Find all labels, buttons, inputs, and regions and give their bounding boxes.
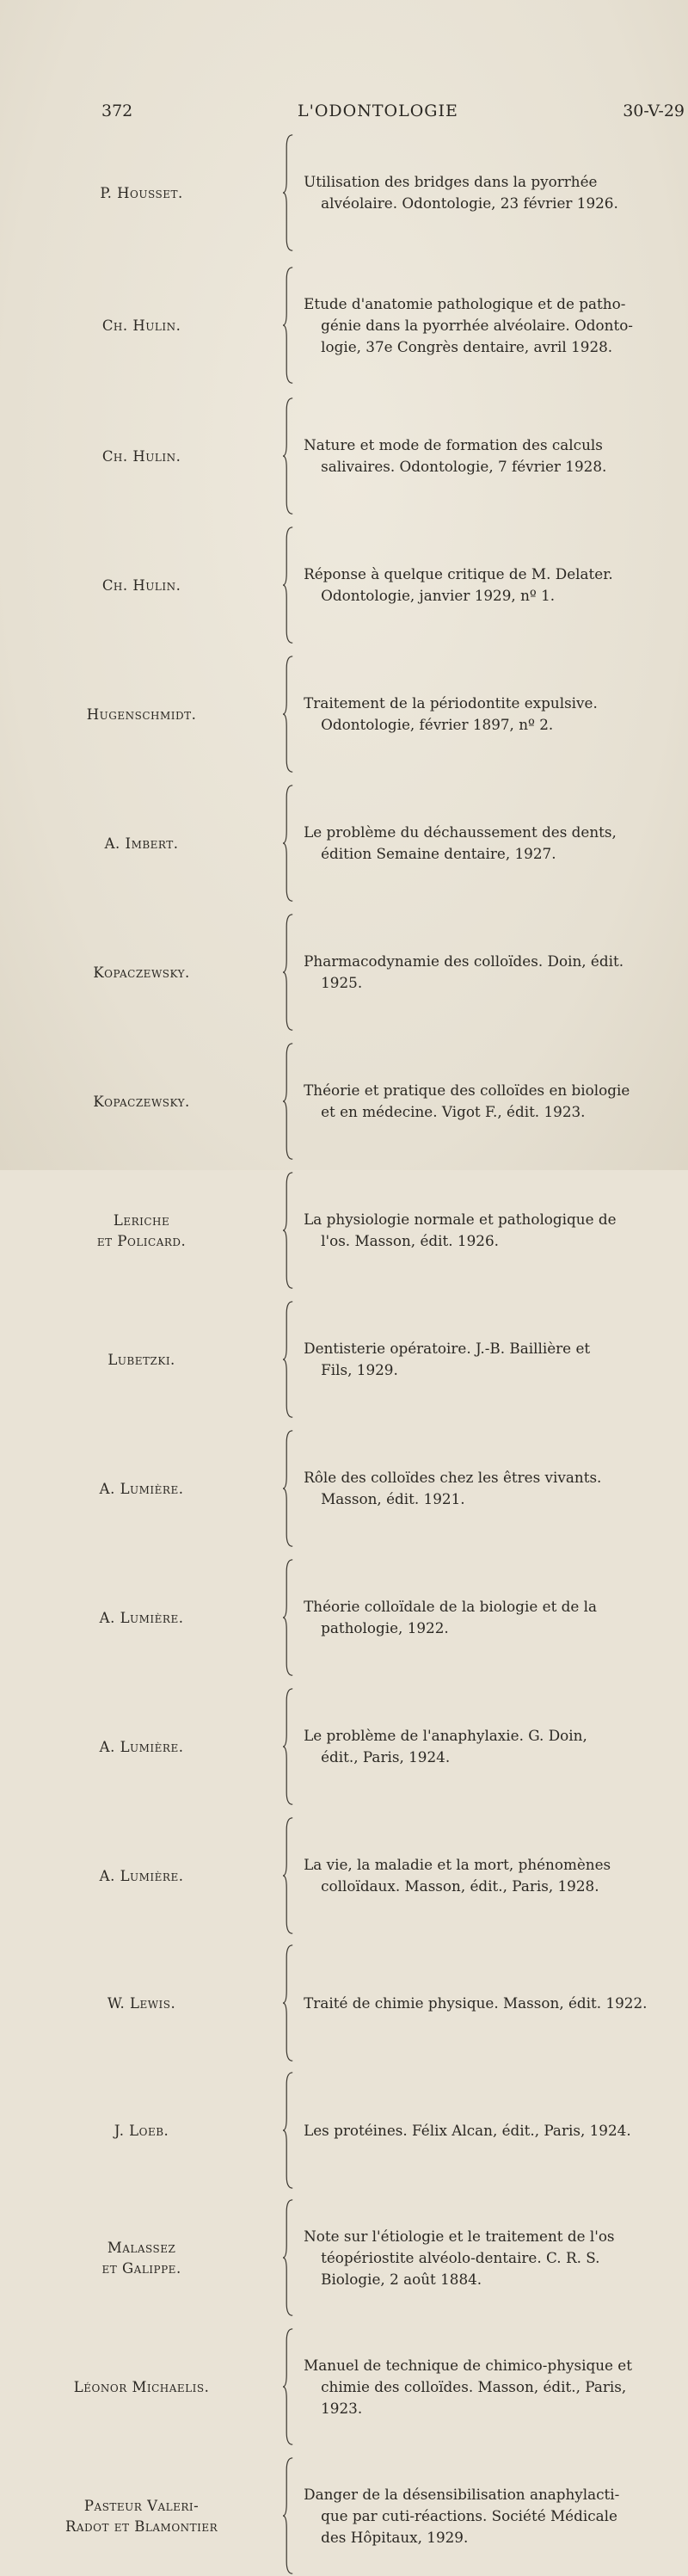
citation-line: Masson, édit. 1921. [321,1490,465,1507]
citation-line: Odontologie, février 1897, nº 2. [321,716,554,733]
bibliography-entry [0,783,688,903]
citation-line: Rôle des colloïdes chez les êtres vivants. [304,1469,602,1486]
entry-author [0,1606,283,1629]
bibliography-entry [0,132,688,253]
author-line: A. Imbert. [104,835,179,852]
citation-line: colloïdaux. Masson, édit., Paris, 1928. [321,1877,599,1895]
bibliography-list [0,132,688,2576]
bibliography-entry [0,396,688,516]
author-line: Lubetzki. [108,1352,175,1368]
brace-icon [283,1815,302,1936]
entry-author [0,1735,283,1758]
citation-line: Traitement de la périodontite expulsive. [304,694,598,712]
author-line: Hugenschmidt. [86,706,197,723]
author-line: Leriche [113,1212,170,1229]
citation-line: et en médecine. Vigot F., édit. 1923. [321,1103,586,1120]
issue-date: 30-V-29 [623,102,685,120]
citation-line: Utilisation des bridges dans la pyorrhée [304,173,598,190]
bibliography-entry [0,525,688,645]
bibliography-entry [0,654,688,774]
brace-icon [283,2326,302,2447]
citation-line: 1925. [321,974,363,991]
brace-icon [283,2070,302,2191]
journal-title: L'ODONTOLOGIE [298,102,458,120]
entry-citation [302,1467,688,1510]
entry-citation [302,1725,688,1768]
author-line: A. Lumière. [99,1610,184,1626]
entry-author [0,1477,283,1500]
citation-line: Théorie et pratique des colloïdes en biologie [304,1082,630,1099]
citation-line: des Hôpitaux, 1929. [321,2528,469,2546]
bibliography-entry [0,1041,688,1162]
citation-line: Danger de la désensibilisation anaphylacti- [304,2485,620,2503]
entry-author [0,961,283,983]
citation-line: édition Semaine dentaire, 1927. [321,845,556,862]
brace-icon [283,1557,302,1678]
author-line: et Policard. [96,1233,187,1249]
citation-line: édit., Paris, 1924. [321,1748,451,1766]
citation-line: Le problème de l'anaphylaxie. G. Doin, [304,1727,587,1744]
citation-line: salivaires. Odontologie, 7 février 1928. [321,458,607,475]
bibliography-entry [0,2197,688,2318]
bibliography-entry [0,1686,688,1807]
entry-citation [302,1854,688,1897]
brace-icon [283,912,302,1032]
entry-citation [302,2120,688,2142]
citation-line: Réponse à quelque critique de M. Delater. [304,565,613,582]
bibliography-entry [0,1170,688,1291]
entry-author [0,703,283,725]
entry-citation [302,564,688,607]
bibliography-entry [0,265,688,385]
entry-author [0,1992,283,2014]
citation-line: logie, 37e Congrès dentaire, avril 1928. [321,337,613,355]
entry-author [0,1864,283,1887]
running-header [101,102,688,127]
entry-citation [302,1338,688,1381]
bibliography-entry [0,1428,688,1549]
citation-line: Etude d'anatomie pathologique et de patho- [304,294,626,312]
citation-line: Biologie, 2 août 1884. [321,2270,482,2288]
bibliography-entry [0,2456,688,2576]
citation-line: téopériostite alvéolo-dentaire. C. R. S. [321,2248,600,2266]
citation-line: Le problème du déchaussement des dents, [304,823,617,841]
citation-line: La physiologie normale et pathologique de [304,1211,617,1228]
citation-line: Dentisterie opératoire. J.-B. Baillière et [304,1340,591,1357]
entry-citation [302,1596,688,1639]
citation-line: alvéolaire. Odontologie, 23 février 1926. [321,194,618,212]
entry-author [0,445,283,467]
brace-icon [283,654,302,774]
entry-author [0,1348,283,1371]
citation-line: chimie des colloïdes. Masson, édit., Paris, [321,2377,627,2395]
entry-citation [302,2484,688,2548]
author-line: A. Lumière. [99,1739,184,1755]
entry-citation [302,951,688,994]
entry-author [0,2494,283,2537]
brace-icon [283,525,302,645]
entry-citation [302,822,688,865]
author-line: Léonor Michaelis. [73,2379,210,2395]
citation-line: Traité de chimie physique. Masson, édit. 1922. [304,1994,648,2012]
entry-author [0,832,283,854]
citation-line: que par cuti-réactions. Société Médicale [321,2506,617,2524]
bibliography-entry [0,2326,688,2447]
author-line: Ch. Hulin. [101,577,181,594]
brace-icon [283,1041,302,1162]
page-number: 372 [101,102,133,120]
bibliography-entry [0,2070,688,2191]
bibliography-entry [0,1299,688,1420]
brace-icon [283,783,302,903]
author-line: A. Lumière. [99,1481,184,1497]
entry-author [0,182,283,204]
entry-citation [302,693,688,736]
entry-citation [302,1993,688,2014]
author-line: Ch. Hulin. [101,317,181,334]
entry-citation [302,1080,688,1123]
author-line: W. Lewis. [107,1995,176,2012]
citation-line: génie dans la pyorrhée alvéolaire. Odonto- [321,316,633,334]
citation-line: Odontologie, janvier 1929, nº 1. [321,587,556,604]
bibliography-entry [0,1943,688,2063]
brace-icon [283,132,302,253]
brace-icon [283,2197,302,2318]
entry-author [0,2236,283,2279]
entry-citation [302,434,688,478]
entry-citation [302,171,688,214]
citation-line: Fils, 1929. [321,1361,398,1378]
bibliography-entry [0,912,688,1032]
author-line: Ch. Hulin. [101,448,181,465]
entry-citation [302,1209,688,1252]
citation-line: pathologie, 1922. [321,1619,449,1636]
brace-icon [283,1170,302,1291]
citation-line: Nature et mode de formation des calculs [304,436,603,453]
entry-author [0,1209,283,1252]
author-line: Malassez [107,2240,176,2256]
brace-icon [283,1686,302,1807]
citation-line: Les protéines. Félix Alcan, édit., Paris, 1924. [304,2121,631,2139]
citation-line: Théorie colloïdale de la biologie et de la [304,1598,598,1615]
entry-author [0,2119,283,2142]
author-line: Radot et Blamontier [64,2518,218,2535]
citation-line: 1923. [321,2399,363,2417]
citation-line: l'os. Masson, édit. 1926. [321,1232,499,1249]
entry-author [0,1090,283,1112]
brace-icon [283,2456,302,2576]
bibliography-entry [0,1815,688,1936]
entry-citation [302,293,688,358]
entry-citation [302,2355,688,2419]
citation-line: Note sur l'étiologie et le traitement de l'os [304,2227,615,2245]
author-line: Kopaczewsky. [93,964,190,981]
author-line: et Galippe. [101,2260,181,2277]
brace-icon [283,1299,302,1420]
citation-line: La vie, la maladie et la mort, phénomènes [304,1856,611,1873]
entry-author [0,314,283,336]
author-line: P. Housset. [100,185,183,201]
author-line: J. Loeb. [114,2123,169,2139]
brace-icon [283,265,302,385]
entry-citation [302,2226,688,2290]
bibliography-entry [0,1557,688,1678]
citation-line: Pharmacodynamie des colloïdes. Doin, édit. [304,952,624,970]
brace-icon [283,1943,302,2063]
brace-icon [283,396,302,516]
author-line: A. Lumière. [99,1868,184,1884]
citation-line: Manuel de technique de chimico-physique et [304,2356,632,2374]
author-line: Pasteur Valeri- [83,2498,200,2514]
entry-author [0,2376,283,2398]
author-line: Kopaczewsky. [93,1094,190,1110]
brace-icon [283,1428,302,1549]
entry-author [0,574,283,596]
